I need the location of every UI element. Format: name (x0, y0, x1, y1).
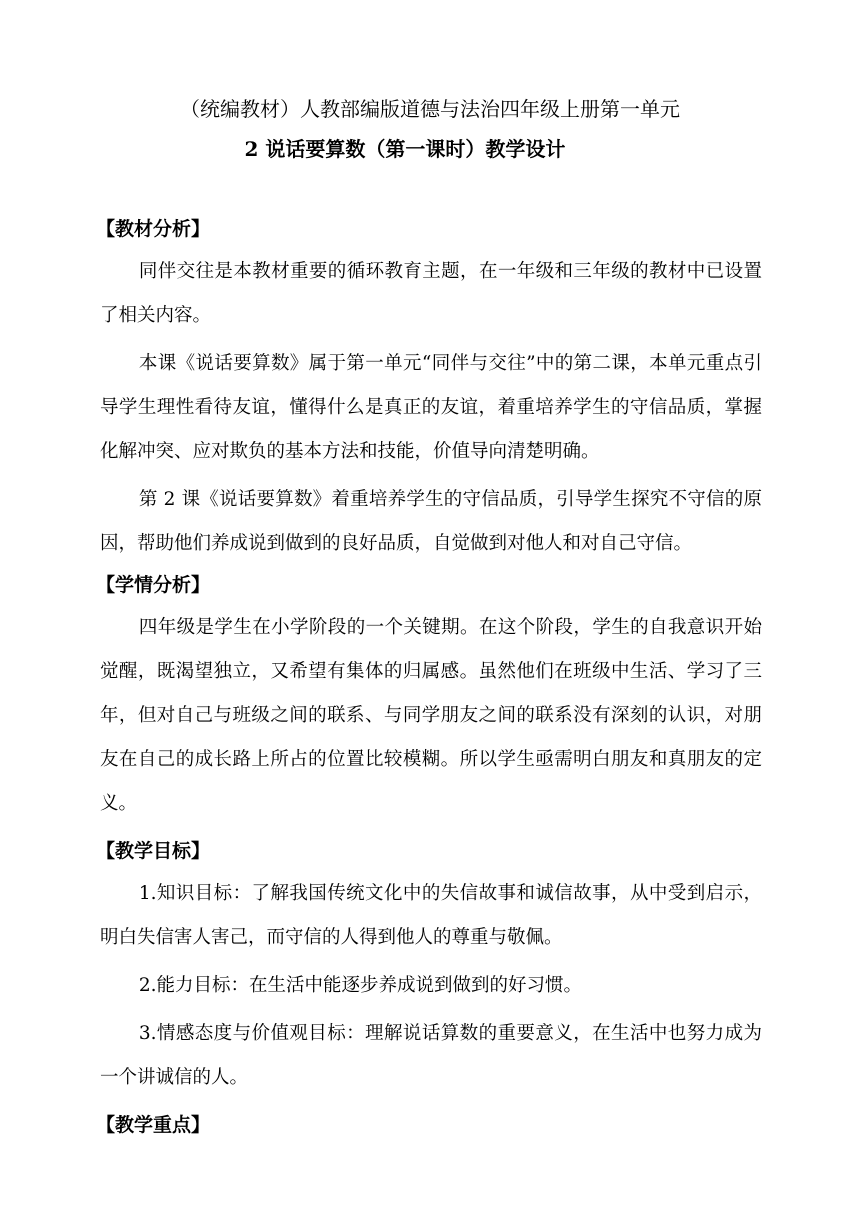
goal-item: 1.知识目标：了解我国传统文化中的失信故事和诚信故事，从中受到启示，明白失信害人害己，而守信的人得到他人的尊重与敬佩。 (100, 883, 762, 948)
section-heading-teaching-key-points: 【教学重点】 (96, 1114, 211, 1136)
section-heading-teaching-goals: 【教学目标】 (96, 840, 211, 862)
section-heading-textbook-analysis: 【教材分析】 (96, 218, 211, 240)
document-body (96, 212, 762, 1146)
paragraph: 同伴交往是本教材重要的循环教育主题，在一年级和三年级的教材中已设置了相关内容。 (100, 261, 762, 326)
goal-item: 2.能力目标：在生活中能逐步养成说到做到的好习惯。 (138, 975, 582, 996)
document-title-line1: （统编教材）人教部编版道德与法治四年级上册第一单元 (180, 97, 680, 121)
goal-item: 3.情感态度与价值观目标：理解说话算数的重要意义，在生活中也努力成为一个讲诚信的人。 (100, 1023, 762, 1088)
document-title-line2: 2 说话要算数（第一课时）教学设计 (244, 137, 566, 161)
paragraph: 本课《说话要算数》属于第一单元“同伴与交往”中的第二课，本单元重点引导学生理性看待友谊，懂得什么是真正的友谊，着重培养学生的守信品质，掌握化解冲突、应对欺负的基本方法和技能，价值导向清楚明确。 (100, 353, 762, 462)
section-heading-learner-analysis: 【学情分析】 (96, 574, 211, 596)
paragraph: 第 2 课《说话要算数》着重培养学生的守信品质，引导学生探究不守信的原因，帮助他们养成说到做到的良好品质，自觉做到对他人和对自己守信。 (100, 489, 762, 554)
paragraph: 四年级是学生在小学阶段的一个关键期。在这个阶段，学生的自我意识开始觉醒，既渴望独立，又希望有集体的归属感。虽然他们在班级中生活、学习了三年，但对自己与班级之间的联系、与同学朋友之间的联系没有深刻的认识，对朋友在自己的成长路上所占的位置比较模糊。所以学生亟需明白朋友和真朋友的定义。 (100, 617, 762, 814)
